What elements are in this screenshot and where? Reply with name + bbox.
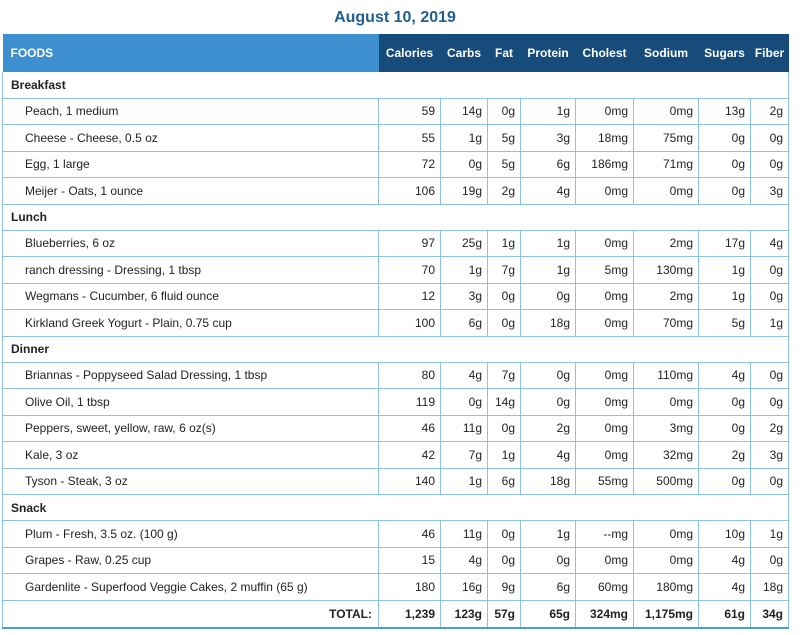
table-row	[3, 283, 789, 310]
fiber-cell: 1g	[751, 310, 789, 337]
protein-cell: 6g	[521, 574, 576, 601]
sodium-cell: 75mg	[634, 125, 699, 152]
sodium-cell: 2mg	[634, 230, 699, 257]
food-name: Blueberries, 6 oz	[3, 230, 379, 257]
column-header-foods: FOODS	[3, 34, 379, 72]
protein-cell: 3g	[521, 125, 576, 152]
protein-cell: 0g	[521, 547, 576, 574]
cholest-cell: 18mg	[576, 125, 634, 152]
column-header-cholest: Cholest	[576, 34, 634, 72]
protein-cell: 1g	[521, 230, 576, 257]
sugars-cell: 2g	[699, 442, 751, 469]
cholest-cell: 0mg	[576, 362, 634, 389]
calories-cell: 97	[379, 230, 441, 257]
sodium-cell: 2mg	[634, 283, 699, 310]
fiber-cell: 1g	[751, 521, 789, 548]
fat-cell: 0g	[488, 310, 521, 337]
protein-cell: 18g	[521, 310, 576, 337]
table-row	[3, 389, 789, 416]
carbs-cell: 4g	[441, 362, 488, 389]
cholest-cell: 0mg	[576, 310, 634, 337]
sugars-cell: 4g	[699, 574, 751, 601]
food-report-table	[2, 34, 789, 629]
calories-cell: 180	[379, 574, 441, 601]
food-name: Meijer - Oats, 1 ounce	[3, 178, 379, 205]
column-header-sodium: Sodium	[634, 34, 699, 72]
meal-header-dinner	[3, 336, 789, 362]
table-row	[3, 230, 789, 257]
food-name: Olive Oil, 1 tbsp	[3, 389, 379, 416]
food-name: ranch dressing - Dressing, 1 tbsp	[3, 257, 379, 284]
column-header-fat: Fat	[488, 34, 521, 72]
carbs-cell: 11g	[441, 415, 488, 442]
sodium-cell: 71mg	[634, 151, 699, 178]
sugars-cell: 0g	[699, 415, 751, 442]
cholest-cell: 0mg	[576, 547, 634, 574]
cholest-cell: --mg	[576, 521, 634, 548]
calories-cell: 46	[379, 521, 441, 548]
table-row	[3, 125, 789, 152]
carbs-cell: 19g	[441, 178, 488, 205]
sugars-cell: 0g	[699, 178, 751, 205]
fat-cell: 6g	[488, 468, 521, 495]
column-header-sugars: Sugars	[699, 34, 751, 72]
total-protein: 65g	[521, 600, 576, 628]
fat-cell: 5g	[488, 125, 521, 152]
protein-cell: 18g	[521, 468, 576, 495]
calories-cell: 100	[379, 310, 441, 337]
total-row	[3, 600, 789, 628]
food-name: Wegmans - Cucumber, 6 fluid ounce	[3, 283, 379, 310]
total-fat: 57g	[488, 600, 521, 628]
fat-cell: 1g	[488, 230, 521, 257]
sugars-cell: 1g	[699, 257, 751, 284]
cholest-cell: 0mg	[576, 442, 634, 469]
meal-header-lunch	[3, 204, 789, 230]
fat-cell: 0g	[488, 547, 521, 574]
calories-cell: 55	[379, 125, 441, 152]
carbs-cell: 16g	[441, 574, 488, 601]
protein-cell: 1g	[521, 257, 576, 284]
food-name: Grapes - Raw, 0.25 cup	[3, 547, 379, 574]
sugars-cell: 0g	[699, 125, 751, 152]
calories-cell: 15	[379, 547, 441, 574]
table-row	[3, 468, 789, 495]
meal-name: Snack	[3, 495, 789, 521]
fiber-cell: 0g	[751, 283, 789, 310]
meal-name: Lunch	[3, 204, 789, 230]
carbs-cell: 0g	[441, 151, 488, 178]
calories-cell: 72	[379, 151, 441, 178]
column-header-carbs: Carbs	[441, 34, 488, 72]
cholest-cell: 0mg	[576, 98, 634, 125]
cholest-cell: 186mg	[576, 151, 634, 178]
carbs-cell: 25g	[441, 230, 488, 257]
fiber-cell: 3g	[751, 178, 789, 205]
cholest-cell: 0mg	[576, 178, 634, 205]
meal-header-snack	[3, 495, 789, 521]
calories-cell: 70	[379, 257, 441, 284]
cholest-cell: 5mg	[576, 257, 634, 284]
food-name: Briannas - Poppyseed Salad Dressing, 1 tbsp	[3, 362, 379, 389]
sugars-cell: 13g	[699, 98, 751, 125]
sodium-cell: 3mg	[634, 415, 699, 442]
carbs-cell: 0g	[441, 389, 488, 416]
food-name: Cheese - Cheese, 0.5 oz	[3, 125, 379, 152]
sugars-cell: 4g	[699, 547, 751, 574]
sugars-cell: 17g	[699, 230, 751, 257]
protein-cell: 0g	[521, 389, 576, 416]
sugars-cell: 0g	[699, 389, 751, 416]
cholest-cell: 0mg	[576, 230, 634, 257]
protein-cell: 0g	[521, 362, 576, 389]
sodium-cell: 0mg	[634, 178, 699, 205]
calories-cell: 46	[379, 415, 441, 442]
calories-cell: 42	[379, 442, 441, 469]
table-row	[3, 574, 789, 601]
fat-cell: 14g	[488, 389, 521, 416]
sodium-cell: 32mg	[634, 442, 699, 469]
sugars-cell: 10g	[699, 521, 751, 548]
fat-cell: 1g	[488, 442, 521, 469]
food-name: Plum - Fresh, 3.5 oz. (100 g)	[3, 521, 379, 548]
protein-cell: 1g	[521, 521, 576, 548]
protein-cell: 6g	[521, 151, 576, 178]
fat-cell: 0g	[488, 283, 521, 310]
sodium-cell: 0mg	[634, 547, 699, 574]
total-sodium: 1,175mg	[634, 600, 699, 628]
table-row	[3, 98, 789, 125]
carbs-cell: 1g	[441, 125, 488, 152]
calories-cell: 80	[379, 362, 441, 389]
meal-header-breakfast	[3, 72, 789, 98]
table-row	[3, 178, 789, 205]
fat-cell: 7g	[488, 362, 521, 389]
sodium-cell: 0mg	[634, 521, 699, 548]
fat-cell: 0g	[488, 98, 521, 125]
sugars-cell: 0g	[699, 468, 751, 495]
cholest-cell: 60mg	[576, 574, 634, 601]
food-name: Kirkland Greek Yogurt - Plain, 0.75 cup	[3, 310, 379, 337]
food-name: Tyson - Steak, 3 oz	[3, 468, 379, 495]
table-row	[3, 442, 789, 469]
carbs-cell: 7g	[441, 442, 488, 469]
fat-cell: 2g	[488, 178, 521, 205]
meal-name: Dinner	[3, 336, 789, 362]
calories-cell: 119	[379, 389, 441, 416]
table-row	[3, 547, 789, 574]
carbs-cell: 14g	[441, 98, 488, 125]
sugars-cell: 0g	[699, 151, 751, 178]
cholest-cell: 0mg	[576, 415, 634, 442]
fiber-cell: 0g	[751, 468, 789, 495]
food-name: Gardenlite - Superfood Veggie Cakes, 2 muffin (65 g)	[3, 574, 379, 601]
food-name: Egg, 1 large	[3, 151, 379, 178]
total-calories: 1,239	[379, 600, 441, 628]
carbs-cell: 1g	[441, 468, 488, 495]
protein-cell: 2g	[521, 415, 576, 442]
total-cholest: 324mg	[576, 600, 634, 628]
fiber-cell: 18g	[751, 574, 789, 601]
table-row	[3, 521, 789, 548]
column-header-fiber: Fiber	[751, 34, 789, 72]
fat-cell: 0g	[488, 415, 521, 442]
sugars-cell: 5g	[699, 310, 751, 337]
table-row	[3, 362, 789, 389]
food-name: Peach, 1 medium	[3, 98, 379, 125]
sugars-cell: 4g	[699, 362, 751, 389]
fiber-cell: 0g	[751, 547, 789, 574]
table-row	[3, 415, 789, 442]
meal-name: Breakfast	[3, 72, 789, 98]
sodium-cell: 500mg	[634, 468, 699, 495]
fiber-cell: 0g	[751, 389, 789, 416]
total-label: TOTAL:	[3, 600, 379, 628]
sodium-cell: 0mg	[634, 98, 699, 125]
fat-cell: 7g	[488, 257, 521, 284]
cholest-cell: 55mg	[576, 468, 634, 495]
carbs-cell: 4g	[441, 547, 488, 574]
total-carbs: 123g	[441, 600, 488, 628]
fiber-cell: 0g	[751, 125, 789, 152]
food-name: Kale, 3 oz	[3, 442, 379, 469]
table-row	[3, 310, 789, 337]
header-row	[3, 34, 789, 72]
table-row	[3, 257, 789, 284]
protein-cell: 0g	[521, 283, 576, 310]
food-name: Peppers, sweet, yellow, raw, 6 oz(s)	[3, 415, 379, 442]
total-fiber: 34g	[751, 600, 789, 628]
fiber-cell: 2g	[751, 415, 789, 442]
column-header-protein: Protein	[521, 34, 576, 72]
total-sugars: 61g	[699, 600, 751, 628]
cholest-cell: 0mg	[576, 283, 634, 310]
fiber-cell: 2g	[751, 98, 789, 125]
carbs-cell: 1g	[441, 257, 488, 284]
cholest-cell: 0mg	[576, 389, 634, 416]
sugars-cell: 1g	[699, 283, 751, 310]
sodium-cell: 130mg	[634, 257, 699, 284]
fat-cell: 9g	[488, 574, 521, 601]
fiber-cell: 0g	[751, 362, 789, 389]
table-row	[3, 151, 789, 178]
fiber-cell: 4g	[751, 230, 789, 257]
calories-cell: 140	[379, 468, 441, 495]
fiber-cell: 0g	[751, 151, 789, 178]
carbs-cell: 11g	[441, 521, 488, 548]
calories-cell: 106	[379, 178, 441, 205]
protein-cell: 4g	[521, 442, 576, 469]
column-header-calories: Calories	[379, 34, 441, 72]
fat-cell: 0g	[488, 521, 521, 548]
sodium-cell: 110mg	[634, 362, 699, 389]
carbs-cell: 6g	[441, 310, 488, 337]
protein-cell: 4g	[521, 178, 576, 205]
fiber-cell: 0g	[751, 257, 789, 284]
sodium-cell: 0mg	[634, 389, 699, 416]
table-body	[3, 72, 789, 628]
sodium-cell: 70mg	[634, 310, 699, 337]
calories-cell: 12	[379, 283, 441, 310]
protein-cell: 1g	[521, 98, 576, 125]
page-title: August 10, 2019	[334, 9, 456, 26]
sodium-cell: 180mg	[634, 574, 699, 601]
carbs-cell: 3g	[441, 283, 488, 310]
fiber-cell: 3g	[751, 442, 789, 469]
calories-cell: 59	[379, 98, 441, 125]
table-header	[3, 34, 789, 72]
fat-cell: 5g	[488, 151, 521, 178]
